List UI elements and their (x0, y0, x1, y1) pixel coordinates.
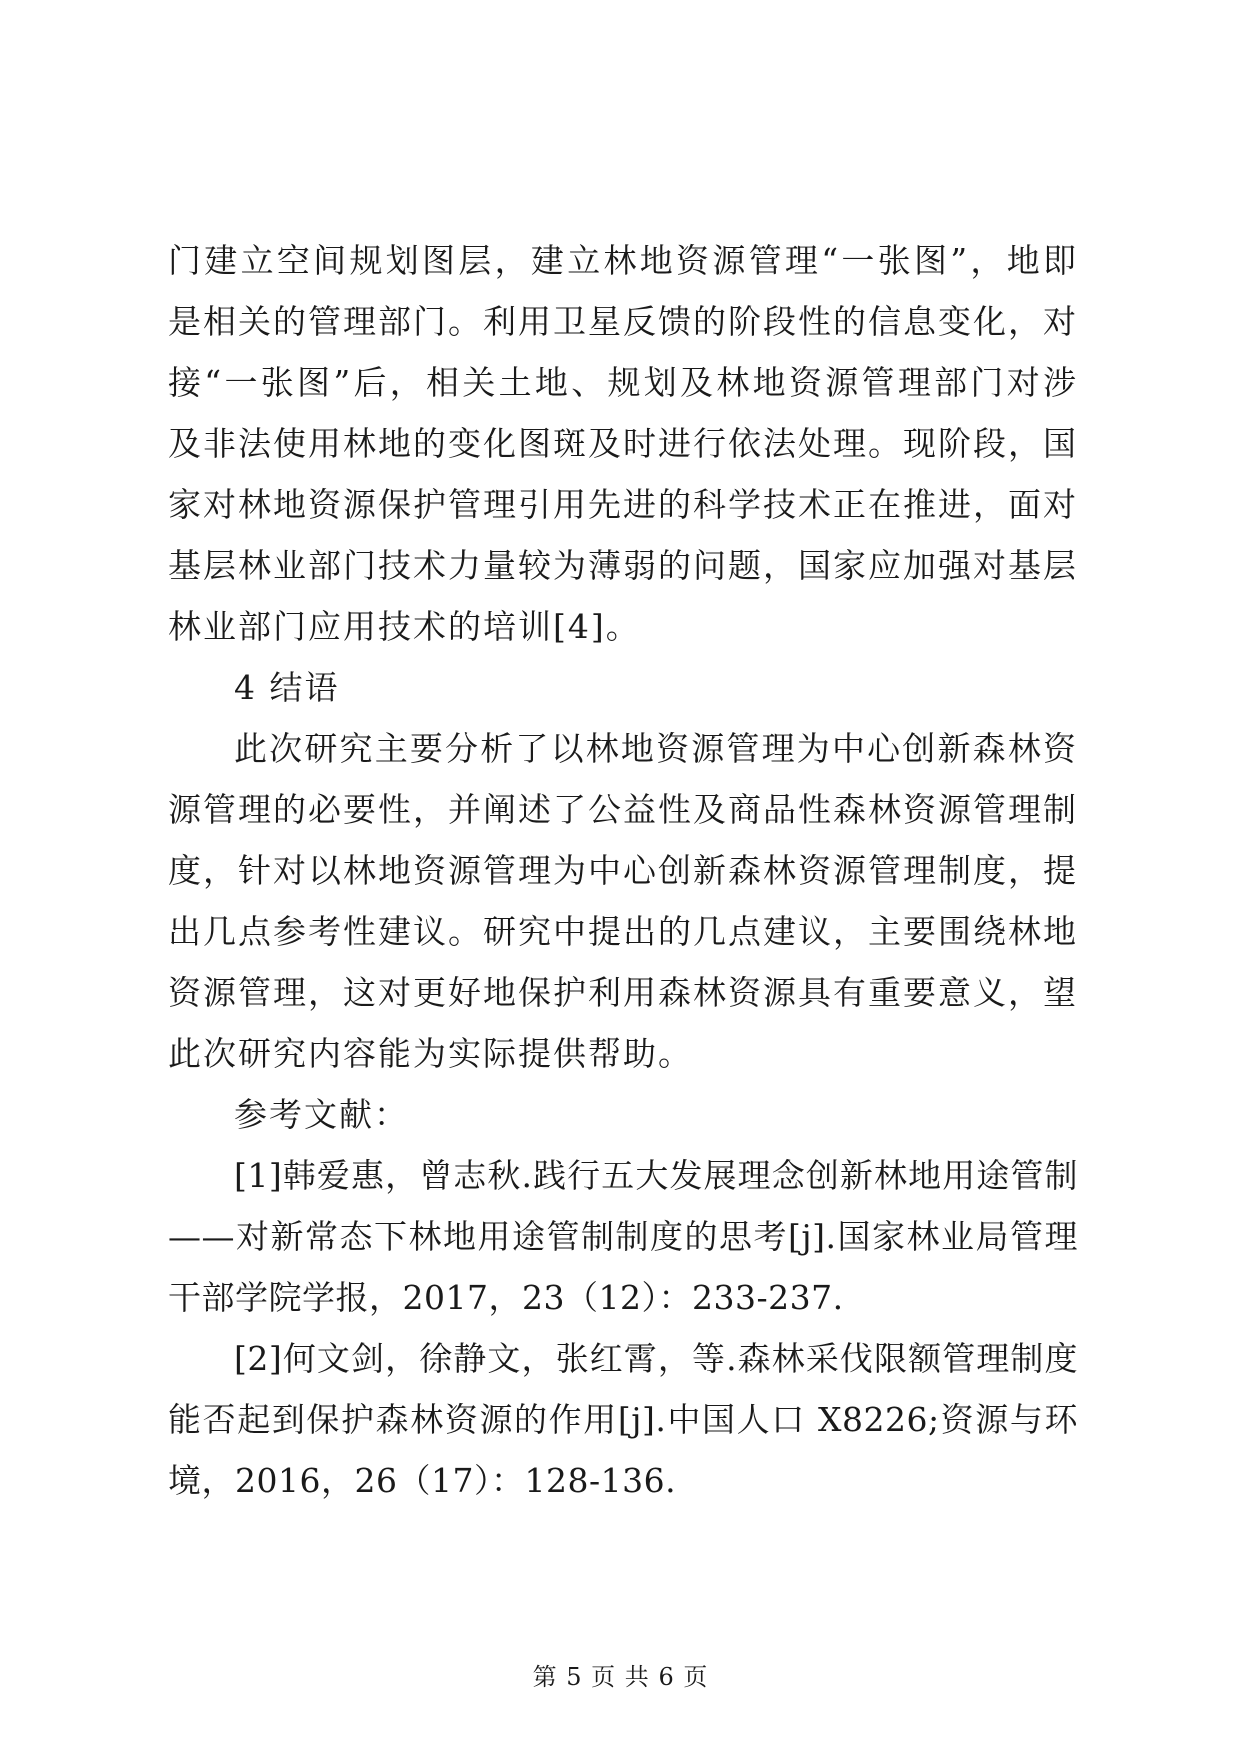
paragraph-resource-map: 门建立空间规划图层，建立林地资源管理“一张图”，地即是相关的管理部门。利用卫星反馈的阶段性的信息变化，对接“一张图”后，相关土地、规划及林地资源管理部门对涉及非法使用林地的变化图斑及时进行依法处理。现阶段，国家对林地资源保护管理引用先进的科学技术正在推进，面对基层林业部门技术力量较为薄弱的问题，国家应加强对基层林业部门应用技术的培训[4]。 (168, 241, 1078, 646)
document-body (168, 230, 1078, 1511)
paragraph-conclusion: 此次研究主要分析了以林地资源管理为中心创新森林资源管理的必要性，并阐述了公益性及商品性森林资源管理制度，针对以林地资源管理为中心创新森林资源管理制度，提出几点参考性建议。研究中提出的几点建议，主要围绕林地资源管理，这对更好地保护利用森林资源具有重要意义，望此次研究内容能为实际提供帮助。 (168, 729, 1078, 1073)
reference-item-1: [1]韩爱惠，曾志秋.践行五大发展理念创新林地用途管制——对新常态下林地用途管制制度的思考[j].国家林业局管理干部学院学报，2017，23（12）：233-237. (168, 1156, 1078, 1317)
references-heading: 参考文献： (234, 1095, 409, 1134)
section-heading-conclusion: 4 结语 (234, 668, 340, 707)
page-number-footer: 第 5 页 共 6 页 (532, 1663, 709, 1691)
reference-item-2: [2]何文剑，徐静文，张红霄，等.森林采伐限额管理制度能否起到保护森林资源的作用[j].中国人口 X8226;资源与环境，2016，26（17）：128-136. (168, 1339, 1078, 1500)
